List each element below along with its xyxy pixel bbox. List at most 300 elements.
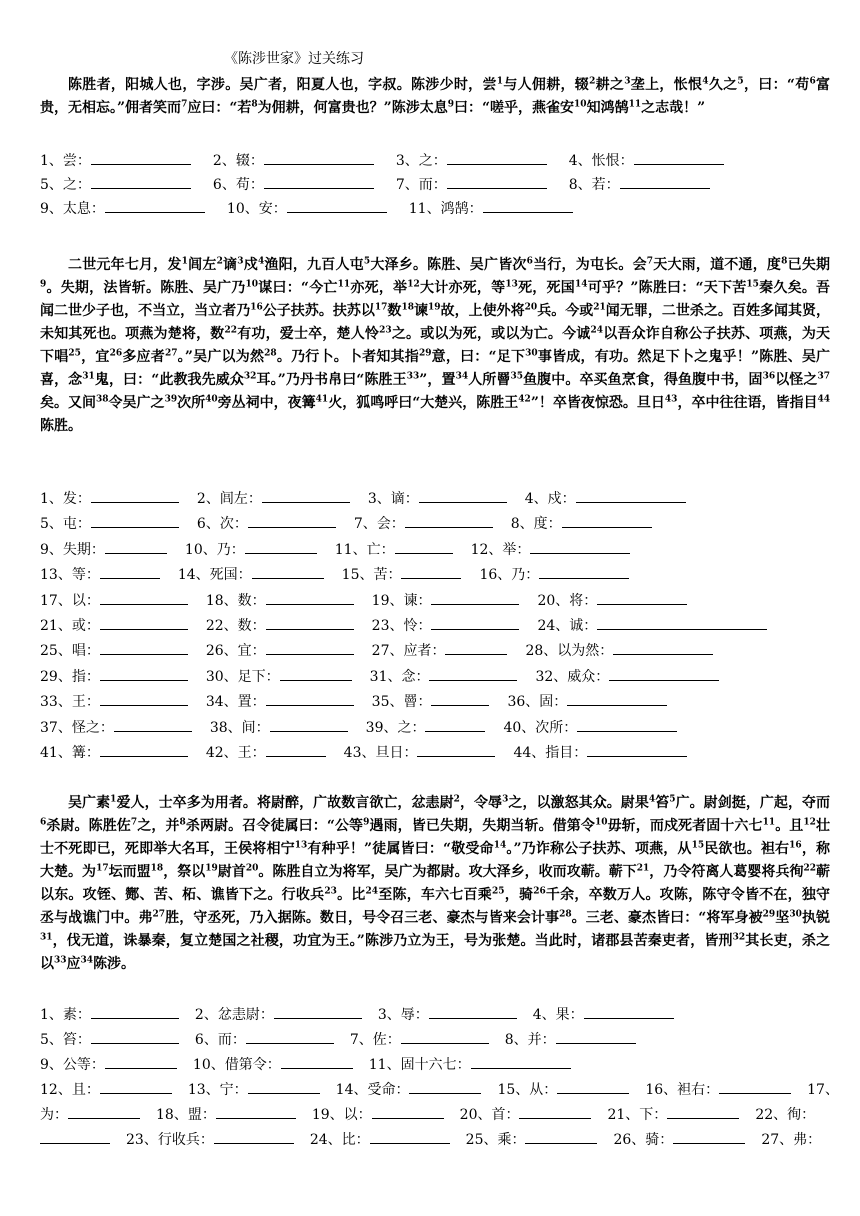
question-row xyxy=(40,1106,815,1124)
passage-text: 。且 xyxy=(775,818,804,834)
question-label: 15、苦： xyxy=(341,567,402,584)
question-item xyxy=(525,642,713,660)
answer-blank[interactable] xyxy=(584,1006,674,1019)
question-label: 2、忿恚尉： xyxy=(194,1007,274,1023)
answer-blank[interactable] xyxy=(370,1131,450,1144)
answer-blank[interactable] xyxy=(91,1006,179,1019)
question-label: 44、指目： xyxy=(513,745,588,761)
question-label: 37、怪之： xyxy=(40,719,114,736)
footnote-marker: 11 xyxy=(628,99,642,110)
passage-text: 之。或以为死，或以为亡。今诚 xyxy=(391,326,591,342)
passage-text: 谪 xyxy=(222,257,238,273)
answer-blank[interactable] xyxy=(100,642,188,655)
answer-blank[interactable] xyxy=(266,617,354,630)
footnote-marker: 19 xyxy=(428,302,441,313)
passage-text: 垄上，怅恨 xyxy=(630,77,703,93)
footnote-marker: 27 xyxy=(164,348,178,359)
footnote-marker: 2 xyxy=(453,794,460,805)
footnote-marker: 5 xyxy=(363,256,371,267)
question-item xyxy=(535,668,719,686)
footnote-marker: 25 xyxy=(492,886,505,897)
answer-blank[interactable] xyxy=(431,693,489,706)
passage-text: 谋曰：“今亡 xyxy=(258,280,338,296)
question-label: 2、闾左： xyxy=(196,491,262,507)
passage-2 xyxy=(40,254,830,438)
question-item xyxy=(40,617,188,635)
passage-text: 千余，卒数万人。攻陈，陈守令皆不在，独守丞与战谯门中。弗 xyxy=(40,887,831,926)
worksheet-title: 《陈涉世家》过关练习 xyxy=(224,51,364,67)
answer-blank[interactable] xyxy=(246,1031,334,1044)
footnote-marker: 27 xyxy=(152,909,166,920)
question-label: 30、足下： xyxy=(205,668,280,685)
passage-text: 爱人，士卒多为用者。将尉醉，广故数言欲亡，忿恚尉 xyxy=(116,795,454,811)
answer-blank[interactable] xyxy=(620,176,710,189)
passage-text: 坚 xyxy=(775,910,790,926)
answer-blank[interactable] xyxy=(100,693,188,706)
answer-blank[interactable] xyxy=(100,566,160,579)
answer-blank[interactable] xyxy=(483,200,573,213)
footnote-marker: 34 xyxy=(80,955,94,966)
answer-blank[interactable] xyxy=(576,490,686,503)
passage-text: 当行，为屯长。会 xyxy=(532,257,647,273)
passage-text: ，卒中往往语，皆指目 xyxy=(677,395,818,411)
footnote-marker: 16 xyxy=(789,840,802,851)
question-label: 6、次： xyxy=(196,516,248,533)
question-label: 6、苟： xyxy=(212,177,264,193)
question-item xyxy=(195,1031,334,1049)
answer-blank[interactable] xyxy=(91,515,179,528)
answer-blank[interactable] xyxy=(673,1131,745,1144)
question-item xyxy=(227,200,387,218)
passage-text: 有功，爱士卒，楚人怜 xyxy=(237,326,380,342)
footnote-marker: 23 xyxy=(324,886,337,897)
answer-blank[interactable] xyxy=(264,176,374,189)
answer-blank[interactable] xyxy=(100,668,188,681)
question-item xyxy=(206,744,326,762)
question-item xyxy=(156,1106,296,1124)
answer-blank[interactable] xyxy=(216,1106,296,1119)
answer-blank[interactable] xyxy=(287,200,387,213)
footnote-marker: 7 xyxy=(130,817,138,828)
question-item xyxy=(40,152,191,170)
passage-text: 有种乎！”徒属皆曰：“敬受命 xyxy=(307,841,494,857)
question-row xyxy=(40,617,767,635)
passage-text: 知鸿鹄 xyxy=(586,100,629,116)
answer-blank[interactable] xyxy=(597,592,687,605)
answer-blank[interactable] xyxy=(270,719,348,732)
answer-blank[interactable] xyxy=(266,592,354,605)
footnote-marker: 9 xyxy=(363,817,370,828)
footnote-marker: 2 xyxy=(589,76,596,87)
answer-blank[interactable] xyxy=(429,1006,517,1019)
answer-blank[interactable] xyxy=(245,541,317,554)
answer-blank[interactable] xyxy=(68,1106,140,1119)
question-item xyxy=(206,693,354,711)
question-label: 18、盟： xyxy=(156,1107,216,1123)
question-label: 7、而： xyxy=(395,177,447,193)
question-label: 10、安： xyxy=(226,201,287,217)
question-label: 25、唱： xyxy=(40,643,100,660)
passage-text: 二世元年七月，发 xyxy=(68,257,182,273)
passage-text: 耕之 xyxy=(595,77,625,93)
answer-blank[interactable] xyxy=(214,1131,294,1144)
question-label: 3、之： xyxy=(395,153,447,169)
question-row xyxy=(40,1056,587,1074)
footnote-marker: 33 xyxy=(406,371,420,382)
question-label: 35、罾： xyxy=(371,694,432,711)
question-label: 8、若： xyxy=(568,177,620,193)
footnote-marker: 5 xyxy=(669,794,676,805)
question-label: 6、而： xyxy=(194,1032,246,1048)
question-label: 34、置： xyxy=(205,694,266,711)
answer-blank[interactable] xyxy=(447,152,547,165)
passage-text: 执锐 xyxy=(801,910,831,926)
footnote-marker: 3 xyxy=(237,256,244,267)
answer-blank[interactable] xyxy=(264,152,374,165)
question-label: 10、借第令： xyxy=(192,1057,281,1073)
question-item xyxy=(40,693,188,711)
passage-text: 。”乃诈称公子扶苏、项燕，从 xyxy=(506,841,692,857)
footnote-marker: 1 xyxy=(496,76,504,87)
answer-blank[interactable] xyxy=(100,617,188,630)
answer-blank[interactable] xyxy=(91,490,179,503)
footnote-marker: 4 xyxy=(648,794,656,805)
answer-blank[interactable] xyxy=(395,541,453,554)
question-item xyxy=(40,1056,177,1074)
passage-text: 天大雨，道不通，度 xyxy=(653,257,782,273)
answer-blank[interactable] xyxy=(100,592,188,605)
question-item xyxy=(511,515,652,533)
footnote-marker: 18 xyxy=(150,863,164,874)
footnote-marker: 25 xyxy=(68,348,81,359)
footnote-marker: 24 xyxy=(365,886,379,897)
question-item xyxy=(372,592,520,610)
answer-blank[interactable] xyxy=(248,515,336,528)
question-label: 31、念： xyxy=(369,668,430,685)
answer-blank[interactable] xyxy=(597,617,767,630)
passage-text: 秦久矣。吾闻二世少子也，不当立，当立者乃 xyxy=(40,280,831,319)
question-item xyxy=(761,1131,821,1149)
question-item xyxy=(336,1081,482,1099)
footnote-marker: 14 xyxy=(574,279,588,290)
answer-blank[interactable] xyxy=(409,1081,481,1094)
question-row xyxy=(40,566,629,584)
passage-text: 公子扶苏。扶苏以 xyxy=(262,303,375,319)
footnote-marker: 16 xyxy=(250,302,263,313)
footnote-marker: 21 xyxy=(636,863,650,874)
answer-blank[interactable] xyxy=(667,1106,739,1119)
passage-text: 戍 xyxy=(243,257,258,273)
footnote-marker: 1 xyxy=(181,256,188,267)
answer-blank[interactable] xyxy=(445,642,507,655)
footnote-marker: 6 xyxy=(40,817,47,828)
answer-blank[interactable] xyxy=(429,668,517,681)
question-row xyxy=(40,1131,821,1149)
footnote-marker: 12 xyxy=(407,279,420,290)
answer-blank[interactable] xyxy=(519,1106,591,1119)
passage-text: 尉首 xyxy=(217,864,246,880)
footnote-marker: 31 xyxy=(82,371,95,382)
footnote-marker: 8 xyxy=(251,99,258,110)
passage-text: 富贵，无相忘。”佣者笑而 xyxy=(40,77,831,116)
passage-text: 。”吴广以为然 xyxy=(177,349,265,365)
footnote-marker: 22 xyxy=(224,325,237,336)
footnote-marker: 8 xyxy=(179,817,186,828)
question-label: 19、以： xyxy=(311,1107,372,1123)
footnote-marker: 29 xyxy=(418,348,432,359)
passage-text: 次所 xyxy=(177,395,206,411)
question-label: 3、辱： xyxy=(377,1007,429,1023)
footnote-marker: 22 xyxy=(803,863,817,874)
answer-blank[interactable] xyxy=(266,642,354,655)
answer-blank[interactable] xyxy=(266,693,354,706)
question-item xyxy=(537,592,687,610)
answer-blank[interactable] xyxy=(401,1031,489,1044)
question-item xyxy=(569,152,724,170)
answer-blank[interactable] xyxy=(530,541,630,554)
footnote-marker: 39 xyxy=(164,394,178,405)
answer-blank[interactable] xyxy=(105,200,205,213)
question-item xyxy=(40,1106,140,1124)
passage-text: 。乃行卜。卜者知其指 xyxy=(276,349,419,365)
answer-blank[interactable] xyxy=(91,152,191,165)
question-label: 11、固十六七： xyxy=(368,1057,471,1073)
answer-blank[interactable] xyxy=(719,1081,791,1094)
question-item xyxy=(645,1081,791,1099)
footnote-marker: 9 xyxy=(447,99,454,110)
footnote-marker: 6 xyxy=(809,76,816,87)
question-row xyxy=(40,668,719,686)
answer-blank[interactable] xyxy=(114,719,192,732)
question-label: 17、以： xyxy=(40,592,100,609)
answer-blank[interactable] xyxy=(100,744,188,757)
question-label: 26、骑： xyxy=(613,1132,674,1148)
answer-blank[interactable] xyxy=(525,1131,597,1144)
question-row xyxy=(40,490,686,508)
answer-blank[interactable] xyxy=(401,566,461,579)
footnote-marker: 21 xyxy=(593,302,606,313)
passage-text: 多应者 xyxy=(122,349,165,365)
question-label: 11、鸿鹄： xyxy=(408,201,483,217)
question-item xyxy=(178,566,324,584)
passage-text: 毋斩，而戍死者固十六七 xyxy=(607,818,763,834)
answer-blank[interactable] xyxy=(105,541,167,554)
question-label: 29、指： xyxy=(40,668,100,685)
question-item xyxy=(342,566,462,584)
question-label: 为： xyxy=(40,1107,68,1123)
footnote-marker: 12 xyxy=(803,817,816,828)
answer-blank[interactable] xyxy=(105,1056,177,1069)
answer-blank[interactable] xyxy=(274,1006,362,1019)
question-row xyxy=(40,592,687,610)
question-item xyxy=(40,490,179,508)
answer-blank[interactable] xyxy=(266,744,326,757)
passage-text: 曰：“嗟乎，燕雀安 xyxy=(453,100,575,116)
passage-text: 令吴广之 xyxy=(108,395,165,411)
question-label: 3、谪： xyxy=(367,491,419,507)
footnote-marker: 44 xyxy=(817,394,831,405)
passage-text: 陈涉。 xyxy=(93,956,136,972)
passage-text: ，伐无道，诛暴秦，复立楚国之社稷，功宜为王。”陈涉乃立为王，号为张楚。当此时，诸郡县苦秦吏者，皆刑 xyxy=(52,933,733,949)
question-item xyxy=(378,1006,517,1024)
question-label: 1、素： xyxy=(40,1007,91,1023)
question-item xyxy=(40,642,188,660)
question-item xyxy=(40,1031,179,1049)
question-label: 17、 xyxy=(807,1082,839,1098)
answer-blank[interactable] xyxy=(539,566,629,579)
question-item xyxy=(471,541,631,559)
question-label: 24、诚： xyxy=(537,618,598,634)
question-item xyxy=(206,668,352,686)
passage-text: 笞 xyxy=(655,795,670,811)
passage-text: 闻无罪，二世杀之。百姓多闻其贤，未知其死也。项燕为楚将，数 xyxy=(40,303,831,342)
footnote-marker: 28 xyxy=(559,909,572,920)
footnote-marker: 20 xyxy=(245,863,259,874)
answer-blank[interactable] xyxy=(613,642,713,655)
question-item xyxy=(213,176,374,194)
footnote-marker: 11 xyxy=(762,817,776,828)
footnote-marker: 32 xyxy=(243,371,257,382)
question-item xyxy=(497,1081,629,1099)
question-label: 23、怜： xyxy=(371,618,432,634)
footnote-marker: 11 xyxy=(337,279,351,290)
answer-blank[interactable] xyxy=(91,176,191,189)
passage-text: 蕲以东。攻铚、酂、苦、柘、谯皆下之。行收兵 xyxy=(40,864,831,903)
passage-text: 事皆成，有功。然足下卜之鬼乎！”陈胜、吴广喜，念 xyxy=(40,349,831,388)
footnote-marker: 38 xyxy=(96,394,109,405)
answer-blank[interactable] xyxy=(91,1031,179,1044)
question-item xyxy=(409,200,573,218)
passage-text: 鬼，曰：“此教我先威众 xyxy=(94,372,244,388)
footnote-marker: 19 xyxy=(205,863,218,874)
answer-blank[interactable] xyxy=(556,1031,636,1044)
answer-blank[interactable] xyxy=(372,1106,444,1119)
answer-blank[interactable] xyxy=(405,515,493,528)
answer-blank[interactable] xyxy=(567,693,667,706)
passage-text: 兵。今或 xyxy=(537,303,594,319)
question-item xyxy=(525,490,686,508)
question-label: 22、徇： xyxy=(755,1107,816,1123)
question-row xyxy=(40,642,713,660)
passage-text: 。三老、豪杰皆曰：“将军身被 xyxy=(571,910,763,926)
question-item xyxy=(188,1081,320,1099)
footnote-marker: 17 xyxy=(96,863,109,874)
answer-blank[interactable] xyxy=(557,1081,629,1094)
question-label: 25、乘： xyxy=(465,1132,526,1148)
question-item xyxy=(479,566,629,584)
answer-blank[interactable] xyxy=(471,1056,571,1069)
answer-blank[interactable] xyxy=(262,490,350,503)
question-item xyxy=(366,719,486,737)
question-label: 4、怅恨： xyxy=(568,153,634,169)
question-item xyxy=(807,1081,839,1099)
answer-blank[interactable] xyxy=(425,719,485,732)
question-item xyxy=(368,490,507,508)
passage-text: 故，上使外将 xyxy=(440,303,525,319)
passage-text: 意，曰：“足下 xyxy=(431,349,526,365)
question-label: 27、应者： xyxy=(371,643,446,660)
passage-1 xyxy=(40,74,830,120)
question-label: 5、之： xyxy=(40,177,91,193)
answer-blank[interactable] xyxy=(577,719,677,732)
footnote-marker: 15 xyxy=(691,840,705,851)
answer-blank[interactable] xyxy=(419,490,507,503)
answer-blank[interactable] xyxy=(431,617,519,630)
answer-blank[interactable] xyxy=(252,566,324,579)
answer-blank[interactable] xyxy=(40,1131,110,1144)
question-item xyxy=(40,515,179,533)
question-row xyxy=(40,744,687,762)
question-row xyxy=(40,541,630,559)
footnote-marker: 26 xyxy=(109,348,123,359)
question-label: 20、将： xyxy=(537,592,598,609)
answer-blank[interactable] xyxy=(248,1081,320,1094)
question-label: 41、篝： xyxy=(40,745,100,761)
passage-text: ，乃令符离人葛婴将兵徇 xyxy=(649,864,804,880)
question-row xyxy=(40,1081,839,1099)
footnote-marker: 13 xyxy=(294,840,308,851)
passage-text: 数 xyxy=(387,303,402,319)
footnote-marker: 32 xyxy=(732,932,746,943)
answer-blank[interactable] xyxy=(431,592,519,605)
question-label: 43、旦日： xyxy=(343,745,418,761)
answer-blank[interactable] xyxy=(281,1056,353,1069)
question-item xyxy=(370,668,518,686)
footnote-marker: 28 xyxy=(264,348,277,359)
question-label: 1、发： xyxy=(40,491,91,507)
question-label: 33、王： xyxy=(40,694,100,711)
answer-blank[interactable] xyxy=(587,744,687,757)
passage-text: 之志哉！” xyxy=(641,100,706,116)
footnote-marker: 5 xyxy=(737,76,744,87)
passage-text: 其长吏，杀之以 xyxy=(40,933,830,972)
passage-text: 大泽乡。陈胜、吴广皆次 xyxy=(370,257,527,273)
question-item xyxy=(206,592,354,610)
answer-blank[interactable] xyxy=(100,1081,172,1094)
answer-blank[interactable] xyxy=(562,515,652,528)
passage-text: ，称大楚。为 xyxy=(40,841,831,880)
answer-blank[interactable] xyxy=(417,744,495,757)
passage-text: 以怪之 xyxy=(775,372,818,388)
question-label: 32、威众： xyxy=(535,668,610,685)
question-row xyxy=(40,152,724,170)
footnote-marker: 37 xyxy=(817,371,831,382)
footnote-marker: 10 xyxy=(594,817,608,828)
question-item xyxy=(310,1131,450,1149)
footnote-marker: 34 xyxy=(455,371,469,382)
question-label: 15、从： xyxy=(497,1082,558,1098)
question-label: 22、数： xyxy=(205,618,266,634)
question-item xyxy=(466,1131,598,1149)
answer-blank[interactable] xyxy=(280,668,352,681)
passage-3 xyxy=(40,792,830,976)
passage-text: 。失期，法皆斩。陈胜、吴广乃 xyxy=(46,280,246,296)
question-item xyxy=(40,719,192,737)
passage-text: ”！卒皆夜惊恐。旦日 xyxy=(530,395,665,411)
answer-blank[interactable] xyxy=(447,176,547,189)
answer-blank[interactable] xyxy=(609,668,719,681)
answer-blank[interactable] xyxy=(634,152,724,165)
passage-text: 大计亦死，等 xyxy=(419,280,506,296)
question-label: 13、等： xyxy=(40,567,100,584)
footnote-marker: 30 xyxy=(525,348,538,359)
question-label: 20、首： xyxy=(459,1107,520,1123)
passage-text: 应曰：“若 xyxy=(187,100,252,116)
passage-text: 以吾众诈自称公子扶苏、项燕，为天下唱 xyxy=(40,326,831,365)
question-item xyxy=(396,152,547,170)
passage-text: 杀尉。陈胜佐 xyxy=(46,818,131,834)
passage-text: 杀两尉。召令徒属曰：“公等 xyxy=(185,818,364,834)
